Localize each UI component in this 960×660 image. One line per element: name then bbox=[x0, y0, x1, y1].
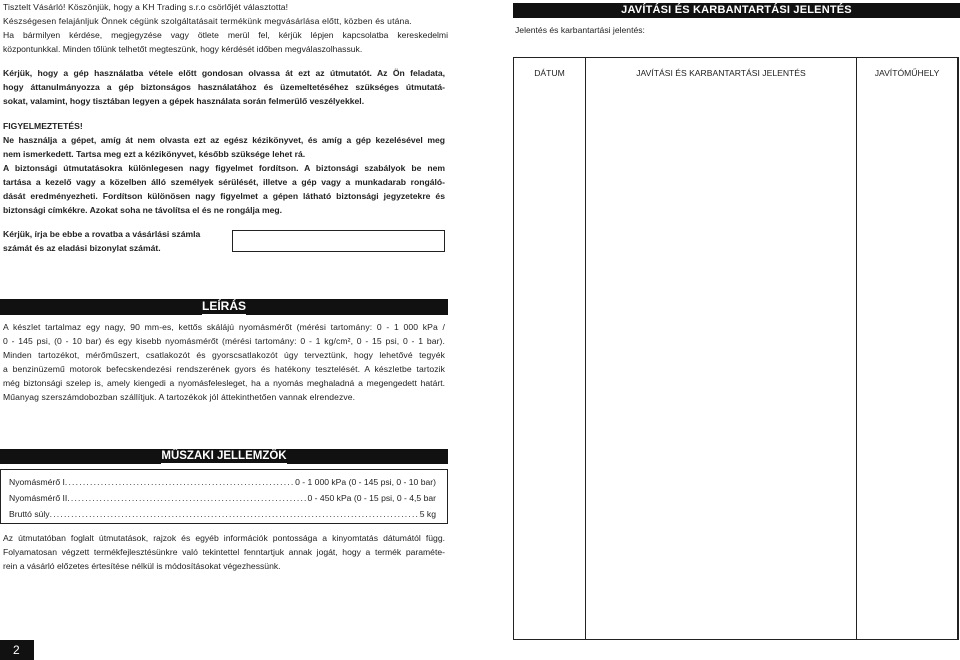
leiras-title: LEÍRÁS bbox=[201, 299, 246, 313]
report-table-divider bbox=[585, 58, 586, 639]
specs-title: MŰSZAKI JELLEMZŐK bbox=[161, 450, 287, 462]
warning-block bbox=[3, 119, 445, 217]
leiras-line: 0 - 145 psi, (0 - 10 bar) és egy kisebb nyomásmérőt (mérési tartomány: 0 - 1 kg/cm², 0 - 15 psi, 0 - 1 bar). bbox=[3, 336, 445, 346]
footer-line: Folyamatosan végzett termékfejlesztésünkre való tekintettel fenntartjuk annak jogát, hogy a termék paraméte- bbox=[3, 547, 445, 557]
warning-title: FIGYELMEZTETÉS! bbox=[3, 121, 83, 131]
column-header-report: JAVÍTÁSI ÉS KARBANTARTÁSI JELENTÉS bbox=[636, 68, 806, 78]
invoice-line: Kérjük, írja be ebbe a rovatba a vásárlási számla bbox=[3, 229, 201, 239]
spec-value: 0 - 450 kPa (0 - 15 psi, 0 - 4,5 bar bbox=[307, 493, 436, 503]
spec-row bbox=[9, 491, 436, 505]
warning-line: nem ismerkedett. Tartsa meg ezt a kézikönyvet, később szüksége lehet rá. bbox=[3, 149, 306, 159]
intro-line: hogy áttanulmányozza a gép biztonságos használatához és üzemeltetéséhez szükséges útmutatá- bbox=[3, 82, 445, 92]
greeting-line: Készségesen felajánljuk Önnek cégünk szolgáltatásait termékünk megvásárlása előtt, közben és utána. bbox=[3, 16, 412, 26]
column-header-workshop: JAVÍTÓMŰHELY bbox=[874, 68, 940, 78]
spec-label: Nyomásmérő II bbox=[9, 493, 68, 503]
intro-line: sokat, valamint, hogy tisztában legyen a gépek használata során felmerülő veszélyekkel. bbox=[3, 96, 365, 106]
invoice-number-field[interactable] bbox=[232, 230, 445, 252]
leiras-body bbox=[3, 320, 445, 404]
report-header bbox=[513, 3, 960, 18]
greeting-line: központunkkal. Minden tőlünk telhetőt megteszünk, hogy kérdését időben megválaszolhassuk. bbox=[3, 44, 363, 54]
report-subtitle: Jelentés és karbantartási jelentés: bbox=[515, 25, 645, 35]
leiras-header bbox=[0, 299, 448, 315]
spec-row bbox=[9, 507, 436, 521]
report-title: JAVÍTÁSI ÉS KARBANTARTÁSI JELENTÉS bbox=[621, 4, 852, 16]
report-table-divider bbox=[856, 58, 857, 639]
page-number-box bbox=[0, 640, 34, 660]
greeting-line: Ha bármilyen kérdése, megjegyzése vagy ötlete merül fel, kérjük lépjen kapcsolatba kereskedelmi bbox=[3, 30, 448, 40]
spec-value: 5 kg bbox=[419, 509, 436, 519]
spec-leader-dots bbox=[67, 491, 307, 505]
leiras-line: A készlet tartalmaz egy nagy, 90 mm-es, kettős skálájú nyomásmérőt (mérési tartomány: 0 - 1 000 kPa / bbox=[3, 322, 445, 332]
footer-line: Az útmutatóban foglalt útmutatások, rajzok és egyéb információk pontossága a kinyomtatás dátumától függ. bbox=[3, 533, 445, 543]
spec-label: Nyomásmérő I bbox=[9, 477, 65, 487]
invoice-prompt bbox=[3, 227, 228, 255]
footer-line: rein a vásárló előzetes értesítése nélkül is módosításokat végezhessünk. bbox=[3, 561, 281, 571]
leiras-line: Műanyag szerszámdobozban szállítjuk. A tartozékok jól áttekinthetően vannak elrendezve. bbox=[3, 392, 356, 402]
greeting-line: Tisztelt Vásárló! Köszönjük, hogy a KH Trading s.r.o csörlőjét választotta! bbox=[3, 2, 289, 12]
warning-line: Ne használja a gépet, amíg át nem olvasta ezt az egész kézikönyvet, és amíg a gép kezelésével meg bbox=[3, 135, 445, 145]
intro-block bbox=[3, 66, 445, 108]
warning-line: tartása a kezelő vagy a közelben álló személyek sérülését, illetve a gép vagy a munkadarab rongáló- bbox=[3, 177, 445, 187]
report-table bbox=[513, 57, 959, 640]
column-header-date: DÁTUM bbox=[534, 68, 565, 78]
leiras-line: Minden tartozékot, mérőműszert, csatlakozót és gyorscsatlakozót úgy terveztünk, hogy lehetővé tegyék bbox=[3, 350, 445, 360]
footer-notice bbox=[3, 531, 445, 573]
greeting-block bbox=[3, 0, 448, 56]
warning-line: dását eredményezheti. Fordítson különösen nagy figyelmet a gépen látható biztonsági jegyzetekre és bbox=[3, 191, 445, 201]
intro-line: Kérjük, hogy a gép használatba vétele előtt gondosan olvassa át ezt az útmutatót. Az Ön feladata, bbox=[3, 68, 445, 78]
warning-line: A biztonsági útmutatásokra különlegesen nagy figyelmet fordítson. A biztonsági szabályok be nem bbox=[3, 163, 445, 173]
spec-value: 0 - 1 000 kPa (0 - 145 psi, 0 - 10 bar) bbox=[295, 477, 436, 487]
specs-header bbox=[0, 449, 448, 464]
page-number: 2 bbox=[13, 643, 20, 657]
leiras-line: még biztonsági szelep is, amely kiengedi a nyomásfelesleget, ha a nyomás meghaladná a megengedett határt. bbox=[3, 378, 445, 388]
spec-leader-dots bbox=[65, 475, 295, 489]
spec-row bbox=[9, 475, 436, 489]
spec-leader-dots bbox=[50, 507, 420, 521]
warning-line: biztonsági címkékre. Azokat soha ne távolítsa el és ne rongálja meg. bbox=[3, 205, 283, 215]
spec-label: Bruttó súly bbox=[9, 509, 50, 519]
invoice-line: számát és az eladási bizonylat számát. bbox=[3, 243, 161, 253]
leiras-line: a benzinüzemű motorok befecskendezési rendszerének gyors és hatékony tesztelését. A készletbe tartozik bbox=[3, 364, 445, 374]
specs-table bbox=[0, 469, 448, 524]
